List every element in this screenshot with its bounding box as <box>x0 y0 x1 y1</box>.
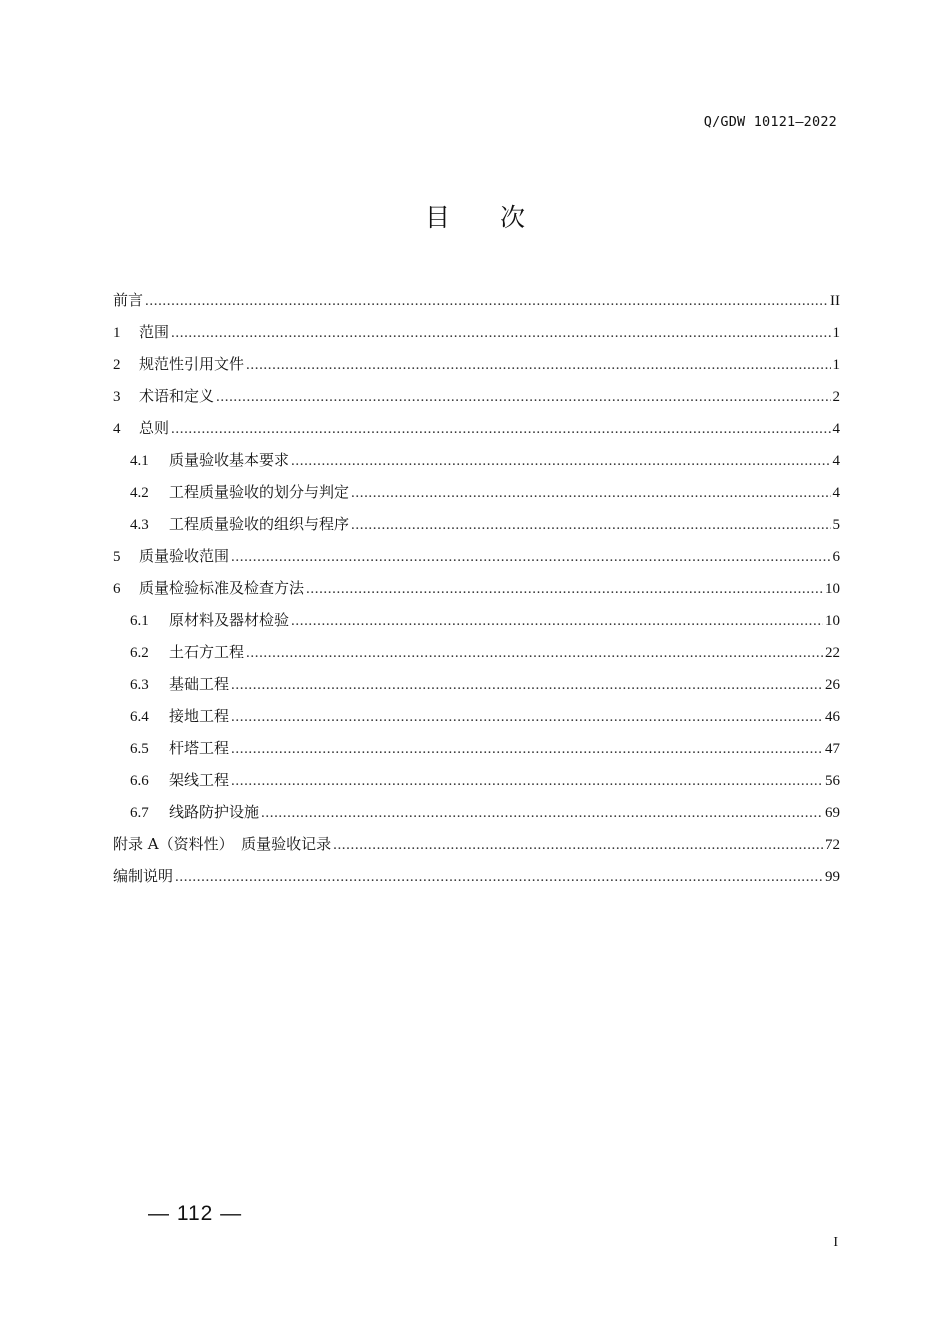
toc-entry-label: 质量验收范围 <box>139 547 230 565</box>
toc-entry-page: 22 <box>825 645 840 661</box>
toc-dot-leader <box>175 861 823 893</box>
toc-entry-number: 5 <box>113 549 121 565</box>
toc-entry-label: 原材料及器材检验 <box>169 611 290 629</box>
toc-entry-number: 6 <box>113 581 121 597</box>
toc-dot-leader <box>171 413 830 445</box>
toc-dot-leader <box>231 733 823 765</box>
toc-entry-number: 4 <box>113 421 121 437</box>
toc-entry-label: 工程质量验收的组织与程序 <box>169 515 350 533</box>
toc-entry[interactable] <box>113 668 840 700</box>
toc-entry-label: 编制说明 <box>113 867 174 885</box>
toc-dot-leader <box>246 637 823 669</box>
toc-dot-leader <box>333 829 823 861</box>
toc-entry-number: 6.4 <box>130 709 149 725</box>
toc-dot-leader <box>231 669 823 701</box>
toc-entry-number: 3 <box>113 389 121 405</box>
toc-entry-page: 56 <box>825 773 840 789</box>
toc-entry-page: 4 <box>832 485 840 501</box>
toc-entry-number: 4.2 <box>130 485 149 501</box>
toc-entry[interactable] <box>113 796 840 828</box>
standard-code: Q/GDW 10121—2022 <box>703 114 837 130</box>
toc-entry-label: 质量检验标准及检查方法 <box>139 579 305 597</box>
toc-dot-leader <box>291 605 823 637</box>
toc-entry-page: 4 <box>832 421 840 437</box>
toc-entry[interactable] <box>113 636 840 668</box>
page-title <box>0 198 950 234</box>
toc-dot-leader <box>351 509 830 541</box>
toc-entry-label: 基础工程 <box>169 675 230 693</box>
toc-entry[interactable] <box>113 412 840 444</box>
toc-entry[interactable] <box>113 540 840 572</box>
toc-entry[interactable] <box>113 860 840 892</box>
toc-entry[interactable] <box>113 764 840 796</box>
toc-dot-leader <box>306 573 823 605</box>
toc-entry-label: 杆塔工程 <box>169 739 230 757</box>
toc-entry-page: 26 <box>825 677 840 693</box>
page-number-stamp: — 112 — <box>148 1202 243 1225</box>
footer-page-number: I <box>833 1235 838 1250</box>
toc-entry-label: 前言 <box>113 291 144 309</box>
toc-entry-page: 10 <box>825 613 840 629</box>
toc-entry-label: 术语和定义 <box>139 387 215 405</box>
toc-entry-number: 6.3 <box>130 677 149 693</box>
toc-entry[interactable] <box>113 572 840 604</box>
toc-entry-number: 6.7 <box>130 805 149 821</box>
toc-entry[interactable] <box>113 476 840 508</box>
toc-entry-number: 1 <box>113 325 121 341</box>
toc-entry-page: 99 <box>825 869 840 885</box>
toc-entry-number: 6.2 <box>130 645 149 661</box>
toc-entry-page: 5 <box>832 517 840 533</box>
toc-dot-leader <box>231 701 823 733</box>
toc-dot-leader <box>291 445 830 477</box>
toc-entry-number: 4.1 <box>130 453 149 469</box>
toc-entry-label: 工程质量验收的划分与判定 <box>169 483 350 501</box>
toc-dot-leader <box>261 797 823 829</box>
toc-entry-label: 规范性引用文件 <box>139 355 245 373</box>
toc-entry[interactable] <box>113 316 840 348</box>
toc-dot-leader <box>351 477 830 509</box>
toc-entry-label: 线路防护设施 <box>169 803 260 821</box>
toc-dot-leader <box>231 541 830 573</box>
toc-dot-leader <box>246 349 830 381</box>
toc-entry[interactable] <box>113 380 840 412</box>
table-of-contents <box>113 284 840 892</box>
toc-entry[interactable] <box>113 284 840 316</box>
toc-entry-page: 2 <box>832 389 840 405</box>
toc-entry-page: 69 <box>825 805 840 821</box>
toc-dot-leader <box>231 765 823 797</box>
toc-entry-page: 1 <box>832 357 840 373</box>
toc-entry-label: 总则 <box>139 419 170 437</box>
toc-entry-number: 2 <box>113 357 121 373</box>
toc-entry[interactable] <box>113 348 840 380</box>
toc-entry-number: 4.3 <box>130 517 149 533</box>
toc-entry-label: 质量验收基本要求 <box>169 451 290 469</box>
toc-entry-page: 47 <box>825 741 840 757</box>
toc-dot-leader <box>216 381 830 413</box>
toc-entry[interactable] <box>113 604 840 636</box>
toc-entry-label: 接地工程 <box>169 707 230 725</box>
toc-entry[interactable] <box>113 508 840 540</box>
toc-entry-page: 46 <box>825 709 840 725</box>
toc-dot-leader <box>171 317 830 349</box>
toc-entry[interactable] <box>113 700 840 732</box>
toc-entry-page: 10 <box>825 581 840 597</box>
toc-entry-page: 4 <box>832 453 840 469</box>
toc-entry-page: 72 <box>825 837 840 853</box>
toc-entry-label: 土石方工程 <box>169 643 245 661</box>
toc-entry-number: 6.5 <box>130 741 149 757</box>
title-part-2: 次 <box>500 203 526 232</box>
toc-entry[interactable] <box>113 732 840 764</box>
toc-entry-label: 范围 <box>139 323 170 341</box>
toc-entry-label: 附录 A（资料性） 质量验收记录 <box>113 835 332 853</box>
toc-entry-page: 1 <box>832 325 840 341</box>
toc-entry-label: 架线工程 <box>169 771 230 789</box>
toc-entry[interactable] <box>113 828 840 860</box>
toc-entry-number: 6.6 <box>130 773 149 789</box>
toc-dot-leader <box>145 285 828 317</box>
toc-entry-page: II <box>830 293 840 309</box>
toc-entry[interactable] <box>113 444 840 476</box>
title-part-1: 目 <box>424 203 450 232</box>
toc-entry-page: 6 <box>832 549 840 565</box>
toc-entry-number: 6.1 <box>130 613 149 629</box>
